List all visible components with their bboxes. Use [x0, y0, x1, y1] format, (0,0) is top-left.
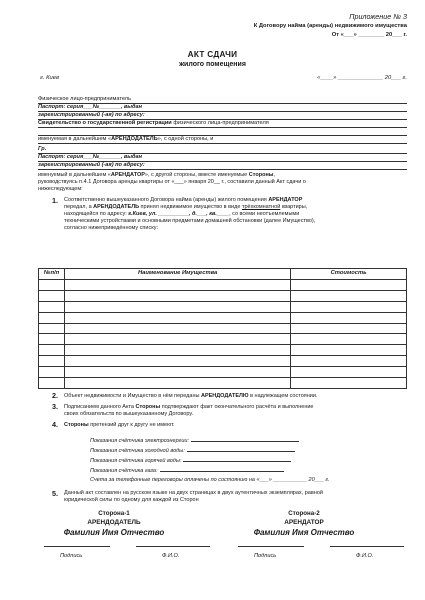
party2-passport: Паспорт: серия___№_______, выдан	[38, 154, 407, 162]
table-body	[39, 280, 407, 389]
item4-text: Стороны претензий друг к другу не имеют.	[64, 422, 175, 428]
item1-text: Соответственно вышеуказанного Договора найма (аренды) жилого помещения АРЕНДАТОР передал, а АРЕНДОДАТЕЛЬ принял недвижимое имущество в виде трёхкомнатной квартиры, находящейся по адресу: г.Киев, ул. __________, д.___, кв.____, со всеми неотъемлемыми техническими устройствами и основными предметами домашней обстановки (далее Имущество), согласно нижеприведённому списку:	[64, 197, 316, 231]
table-row	[39, 280, 407, 291]
party1-passport: Паспорт: серия___№_______, выдан	[38, 104, 407, 112]
table-row	[39, 334, 407, 345]
title-main: АКТ СДАЧИ	[187, 50, 238, 59]
table-cell	[64, 378, 290, 389]
table-cell	[64, 280, 290, 291]
table-row	[39, 290, 407, 301]
table-header-row	[39, 269, 407, 280]
appendix-label: Приложение № 3	[349, 12, 407, 21]
table-cell	[291, 312, 407, 323]
title-sub: жилого помещения	[179, 61, 246, 69]
party1-blank-line	[38, 128, 407, 136]
item1-number: 1.	[52, 196, 58, 205]
table-cell	[64, 356, 290, 367]
party1-registered: зарегистрированный (-ая) по адресу:	[38, 112, 407, 120]
table-row	[39, 323, 407, 334]
table-cell	[64, 290, 290, 301]
table-row	[39, 345, 407, 356]
table-cell	[64, 323, 290, 334]
table-row	[39, 312, 407, 323]
meter-electricity: Показания счётчика электроэнергии:	[90, 437, 299, 445]
side2-signature-line	[238, 546, 304, 547]
table-cell	[291, 378, 407, 389]
side2-fio-line	[330, 546, 404, 547]
party1-certificate: Свидетельство о государственной регистрации физического лица-предпринимателя	[38, 120, 407, 128]
col-header-number: №п/п	[39, 269, 65, 280]
item5-text: Данный акт составлен на русском языке на двух страницах в двух аутентичных экземплярах, равной юридической силы по одному для каждой из Сторон	[64, 490, 323, 503]
table-cell	[39, 367, 65, 378]
col-header-item: Наименование Имущества	[64, 269, 290, 280]
table-cell	[291, 356, 407, 367]
meter-cold-water: Показания счётчика холодной воды:	[90, 447, 295, 455]
signature-block-left	[52, 510, 176, 538]
party2-registered: зарегистрированный (-ая) по адресу:	[38, 162, 407, 170]
meter-hot-water: Показания счётчика горячей воды:	[90, 457, 291, 465]
table-cell	[39, 312, 65, 323]
table-cell	[39, 301, 65, 312]
side1-role: АРЕНДОДАТЕЛЬ	[87, 518, 141, 526]
city: г. Киев	[40, 75, 59, 81]
col-header-value: Стоимость	[291, 269, 407, 280]
side1-signature-line	[44, 546, 110, 547]
table-cell	[39, 334, 65, 345]
table-row	[39, 367, 407, 378]
party2-citizen: Гр.	[38, 146, 407, 154]
table-cell	[39, 323, 65, 334]
item2-number: 2.	[52, 391, 58, 400]
inventory-table	[38, 268, 407, 389]
item2-text: Объект недвижимости и Имущество в нём переданы АРЕНДОДАТЕЛЮ в надлежащем состоянии.	[64, 393, 318, 399]
table-cell	[291, 290, 407, 301]
side1-name: Фамилия Имя Отчество	[63, 527, 165, 537]
side1-fio-line	[136, 546, 210, 547]
table-cell	[291, 367, 407, 378]
table-cell	[64, 312, 290, 323]
table-cell	[39, 378, 65, 389]
table-cell	[291, 334, 407, 345]
city-date-line	[40, 75, 407, 82]
table-cell	[64, 301, 290, 312]
meter-gas: Показания счётчика газа:	[90, 467, 284, 475]
intro-paragraph: именуемый в дальнейшем «АРЕНДАТОР», с другой стороны, вместе именуемые Стороны, руководствуясь п.4.1 Договора аренды квартиры от «___» января 20__ г., составили данный Акт сдачи о нижеследующем:	[38, 172, 306, 192]
act-date: «____» ______________ 20___ г.	[317, 75, 407, 81]
table-cell	[39, 356, 65, 367]
signature-block-right	[242, 510, 366, 538]
contract-reference: К Договору найма (аренды) недвижимого имущества	[253, 23, 407, 29]
item3-number: 3.	[52, 402, 58, 411]
table-cell	[291, 323, 407, 334]
side1-fio-caption: Ф.И.О.	[162, 553, 180, 559]
appendix-date: От «___» ________ 20___ г.	[331, 32, 407, 39]
side2-name: Фамилия Имя Отчество	[253, 527, 355, 537]
side1-sign-caption: Подпись	[60, 553, 83, 559]
side2-sign-caption: Подпись	[254, 553, 277, 559]
table-cell	[291, 345, 407, 356]
table-row	[39, 378, 407, 389]
table-cell	[39, 280, 65, 291]
party1-named: именуемая в дальнейшем «АРЕНДОДАТЕЛЬ», с одной стороны, и	[38, 136, 407, 144]
table-cell	[291, 280, 407, 291]
table-cell	[39, 290, 65, 301]
table-row	[39, 356, 407, 367]
document-title	[0, 50, 425, 70]
table-cell	[39, 345, 65, 356]
side2-fio-caption: Ф.И.О.	[356, 553, 374, 559]
table-cell	[291, 301, 407, 312]
table-cell	[64, 334, 290, 345]
item3-text: Подписанием данного Акта Стороны подтверждают факт окончательного расчёта и выполнение своих обязательств по вышеуказанному Договору.	[64, 404, 314, 417]
party1-entrepreneur: Физическое лицо-предприниматель	[38, 96, 407, 104]
phone-bills-line: Счета за телефонные переговоры оплачены по состоянию на «___» ___________ 20___ г.	[90, 477, 330, 483]
item5-number: 5.	[52, 489, 58, 498]
side2-role: АРЕНДАТОР	[284, 518, 324, 526]
table-cell	[64, 345, 290, 356]
appendix-header	[254, 12, 407, 39]
table-row	[39, 301, 407, 312]
side2-label: Сторона-2	[288, 510, 320, 517]
table-cell	[64, 367, 290, 378]
side1-label: Сторона-1	[98, 510, 130, 517]
item4-number: 4.	[52, 420, 58, 429]
